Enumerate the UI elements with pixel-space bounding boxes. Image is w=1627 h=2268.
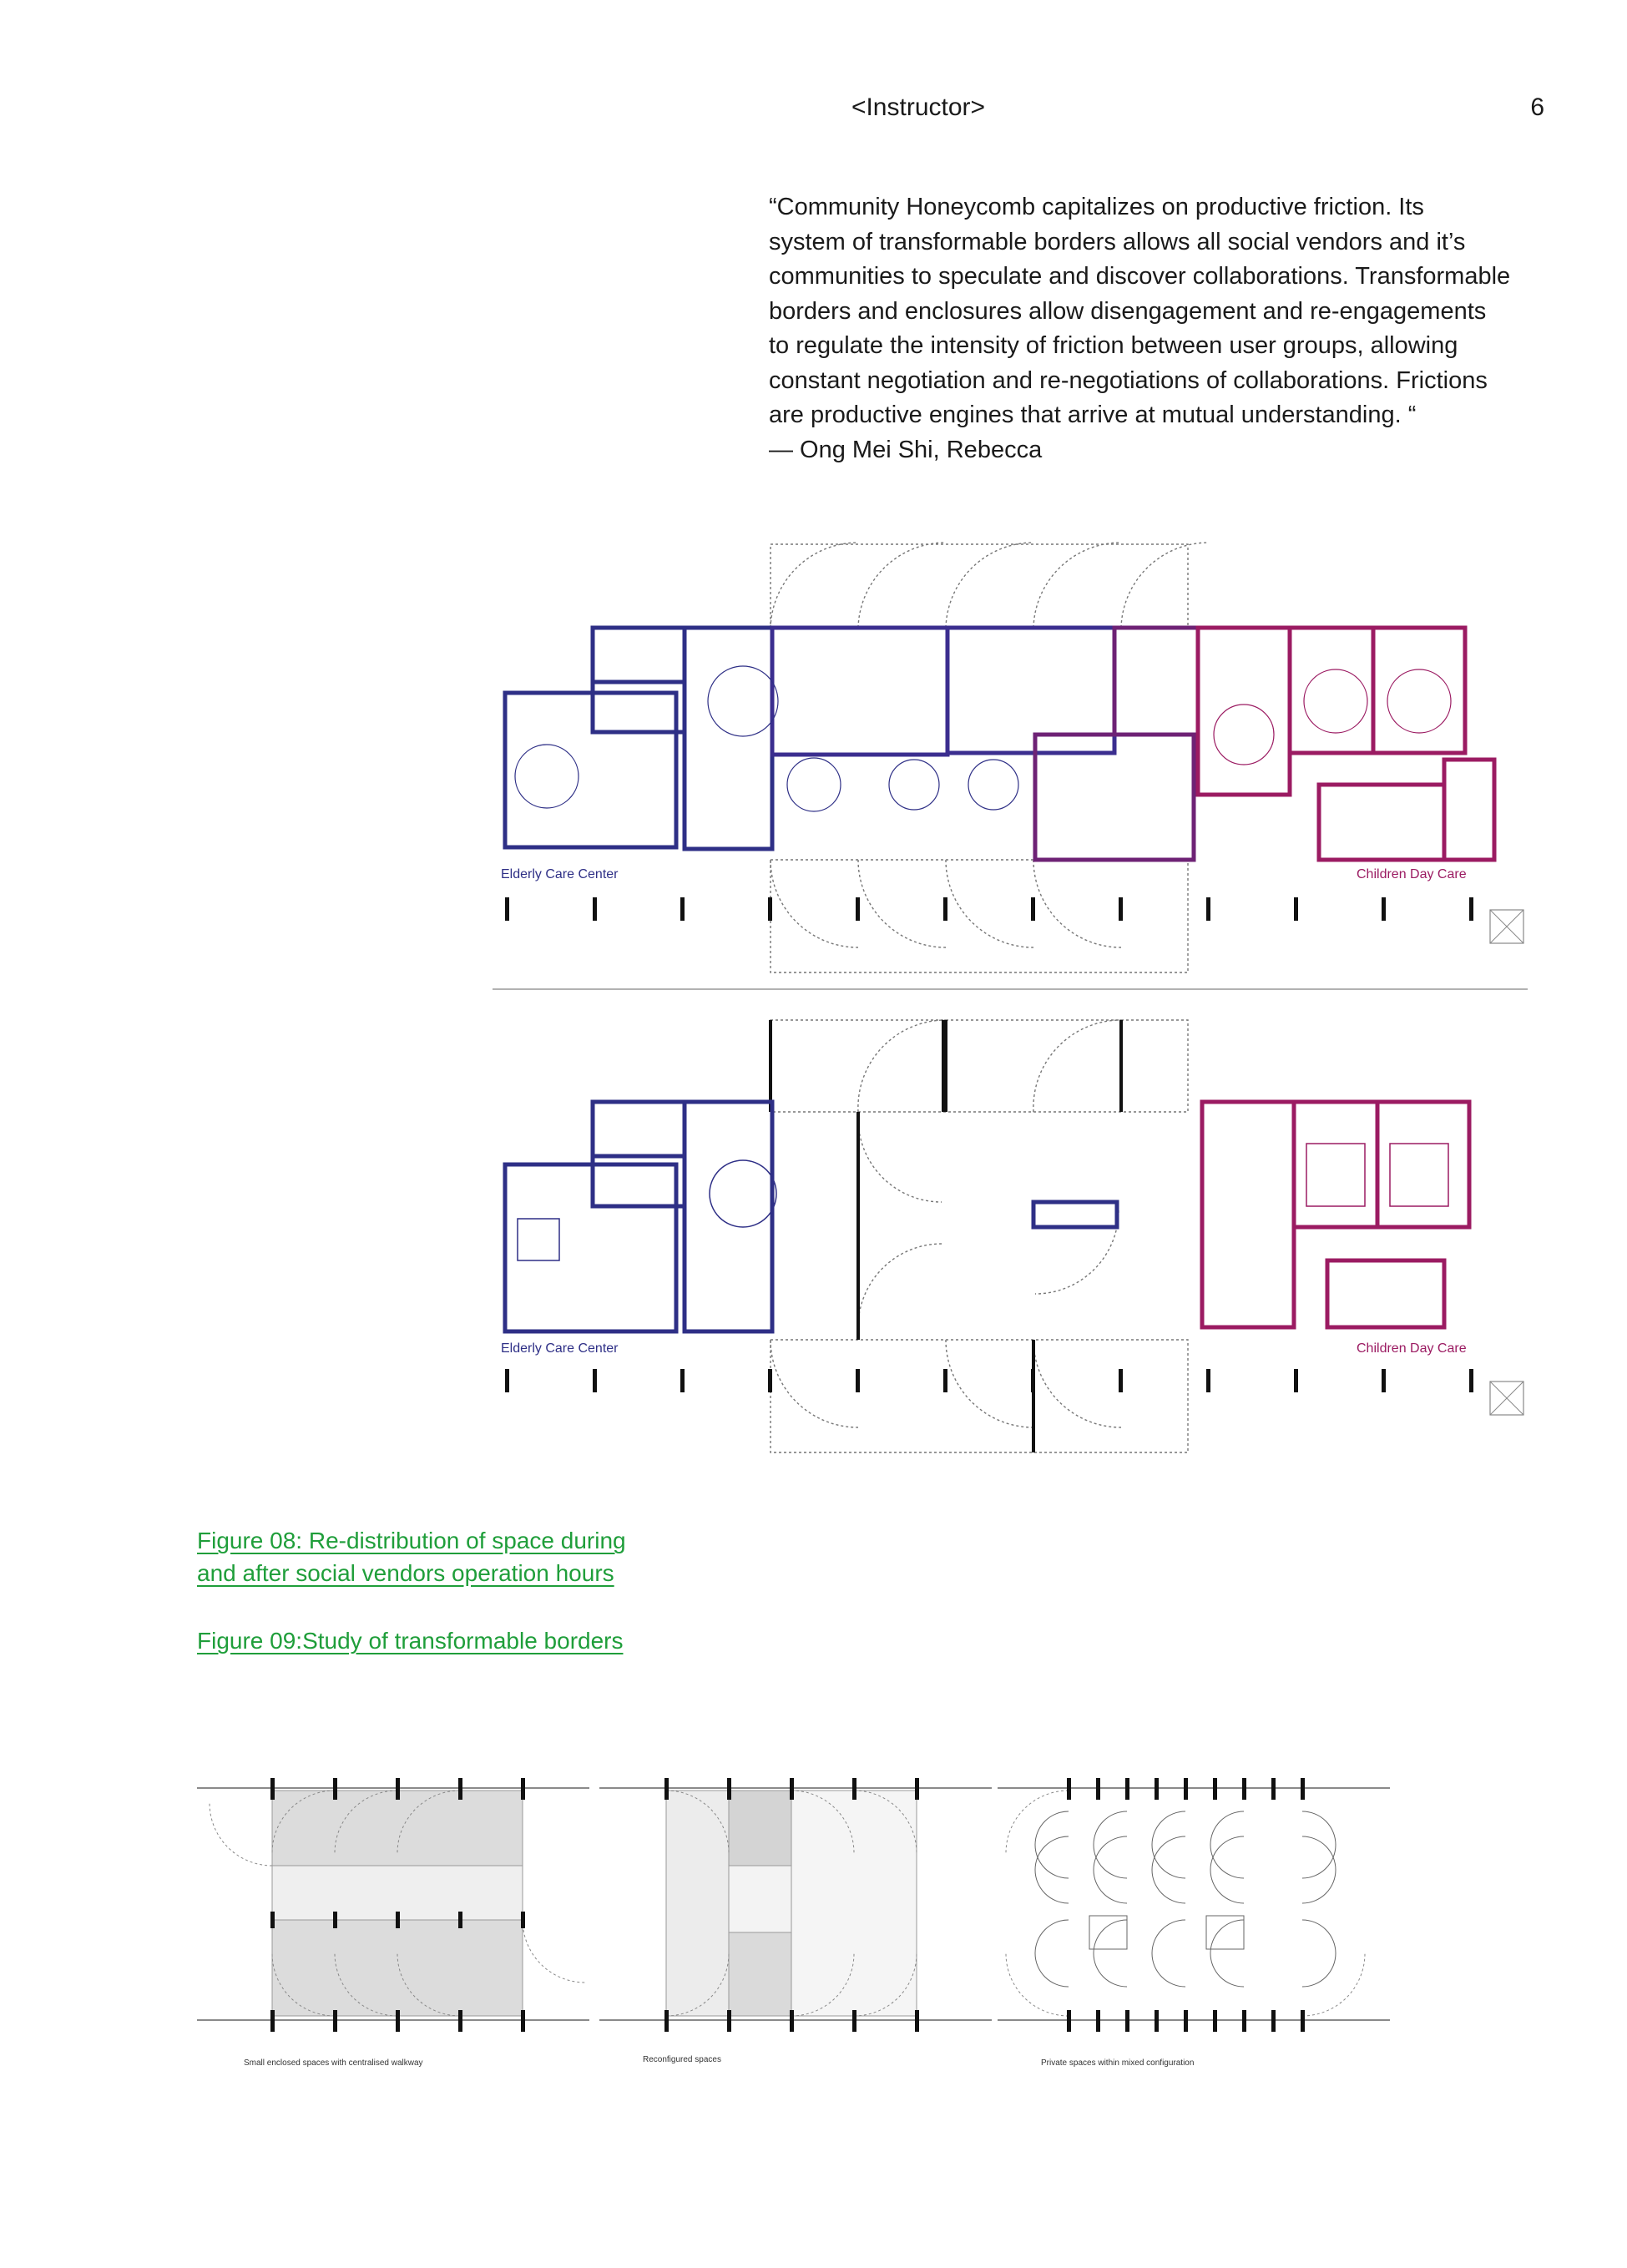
plan-label-children: Children Day Care xyxy=(1357,867,1467,881)
border-study-private xyxy=(998,1761,1390,2068)
quote-line: communities to speculate and discover collaborations. Transformable xyxy=(769,263,1511,290)
quote-attribution: — Ong Mei Shi, Rebecca xyxy=(769,436,1043,463)
study-caption-reconfigured: Reconfigured spaces xyxy=(643,2055,721,2064)
plan-label-elderly: Elderly Care Center xyxy=(501,867,619,881)
figure-09-link[interactable]: Figure 09:Study of transformable borders xyxy=(197,1628,624,1654)
study-caption-enclosed: Small enclosed spaces with centralised walkway xyxy=(244,2058,423,2068)
quote-line: borders and enclosures allow disengagement and re-engagements xyxy=(769,297,1487,325)
border-study-reconfigured xyxy=(599,1761,992,2062)
plan-label-elderly: Elderly Care Center xyxy=(501,1341,619,1356)
figure-08-link[interactable] xyxy=(197,1524,626,1589)
quote-line: are productive engines that arrive at mutual understanding. “ xyxy=(769,402,1417,428)
quote-line: system of transformable borders allows all social vendors and it’s xyxy=(769,228,1466,255)
floor-plan-after-hours xyxy=(493,1010,1528,1469)
instructor-quote xyxy=(769,190,1537,467)
study-caption-private: Private spaces within mixed configuration xyxy=(1041,2058,1195,2068)
header-title: <Instructor> xyxy=(851,93,986,121)
quote-line: to regulate the intensity of friction between user groups, allowing xyxy=(769,332,1458,359)
floor-plan-during-hours xyxy=(493,534,1528,1002)
plan-label-children: Children Day Care xyxy=(1357,1341,1467,1356)
page-number: 6 xyxy=(1530,93,1544,121)
quote-line: “Community Honeycomb capitalizes on productive friction. Its xyxy=(769,194,1424,220)
figure-08-line-2: and after social vendors operation hours xyxy=(197,1560,614,1586)
quote-line: constant negotiation and re-negotiations of collaborations. Frictions xyxy=(769,366,1488,394)
border-study-enclosed xyxy=(197,1761,589,2068)
figure-08-line-1: Figure 08: Re-distribution of space during xyxy=(197,1528,626,1553)
